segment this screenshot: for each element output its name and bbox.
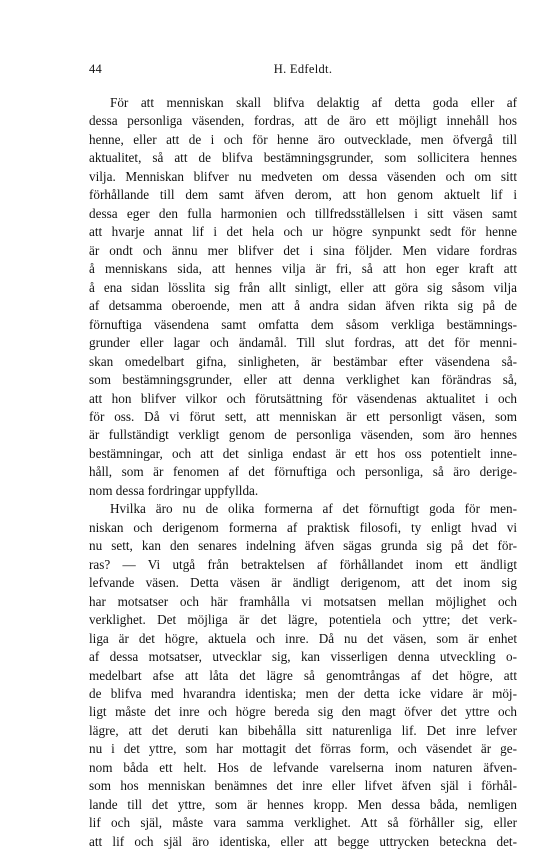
text-line: nom båda ett helt. Hos de lefvande varelserna inom naturen äfven- bbox=[89, 759, 517, 775]
text-line: att hon blifver vilkor och förutsättning för väsendenas aktualitet i och bbox=[89, 390, 517, 406]
text-line: är fullständigt verkligt genom de personliga väsenden, som äro hennes bbox=[89, 427, 517, 443]
text-line: lande till det yttre, som är hennes kropp. Men dessa båda, nemligen bbox=[89, 796, 517, 812]
text-line: förnuftiga väsendena samt omfatta dem såsom verkliga bestämnings- bbox=[89, 316, 517, 332]
running-title: H. Edfeldt. bbox=[273, 62, 333, 76]
text-line: å menniskans sida, att hennes vilja är fri, så att hon eger kraft att bbox=[89, 261, 517, 277]
text-line: förhållande till dem samt äfven derom, att hon genom aktuelt lif i bbox=[89, 187, 517, 203]
text-line: För att menniskan skall blifva delaktig af detta goda eller af bbox=[110, 95, 517, 110]
text-line: ras? — Vi utgå från betraktelsen af förhållandet inom ett ändligt bbox=[89, 556, 517, 572]
text-line: aktualitet, så att de blifva bestämningsgrunder, som sollicitera hennes bbox=[89, 150, 517, 166]
text-line: bestämningar, och att det sinliga endast är ett hos oss potentielt inne- bbox=[89, 445, 517, 461]
text-line: håll, som är fenomen af det förnuftiga och personliga, så äro derige- bbox=[89, 464, 517, 480]
text-line: som bestämningsgrunder, eller att denna verklighet kan förändras så, bbox=[89, 372, 517, 388]
text-line: för oss. Då vi förut sett, att menniskan är ett personligt väsen, som bbox=[89, 408, 517, 424]
text-line: nu i det yttre, som har mottagit det förras form, och väsendet är ge- bbox=[89, 741, 517, 757]
text-line: lägre, att det deruti kan bibehålla sitt naturenliga lif. Det inre lefver bbox=[89, 722, 517, 738]
text-line: grunder eller lagar och ändamål. Till slut fordras, att det för menni- bbox=[89, 335, 517, 351]
text-line: verklighet. Det möjliga är det lägre, potentiela och yttre; det verk- bbox=[89, 612, 517, 628]
text-line: att lif och själ äro identiska, eller att begge uttrycken beteckna det- bbox=[89, 833, 517, 849]
text-line: medelbart afse att låta det lägre så genomtrångas af det högre, att bbox=[89, 667, 517, 683]
text-line: skan omedelbart gifna, sinligheten, är bestämbar efter väsendena så- bbox=[89, 353, 517, 369]
text-line: lefvande väsen. Detta väsen är ändligt derigenom, att det inom sig bbox=[89, 575, 517, 591]
text-line: vilja. Menniskan blifver nu medveten om dessa väsenden och om sitt bbox=[89, 168, 517, 184]
running-head bbox=[89, 62, 517, 80]
text-line: niskan och derigenom formerna af praktisk filosofi, ty enligt hvad vi bbox=[89, 519, 517, 535]
text-line: å ena sidan lösslita sig från allt sinligt, eller att göra sig såsom vilja bbox=[89, 279, 517, 295]
text-line: att hvarje annat lif i det hela och ur högre synpunkt sedt för henne bbox=[89, 224, 517, 240]
text-line: af detsamma oberoende, men att å andra sidan äfven rikta sig på de bbox=[89, 298, 517, 314]
text-line: henne, eller att de i och för henne äro outvecklade, men öfvergå till bbox=[89, 131, 517, 147]
text-line: dessa personliga väsenden, fordras, att de äro ett möjligt innehåll hos bbox=[89, 113, 517, 129]
text-line: som hos menniskan benämnes det inre eller lifvet äfven själ i förhål- bbox=[89, 778, 517, 794]
text-line: har motsatser och här framhålla vi motsatsen mellan möjlighet och bbox=[89, 593, 517, 609]
text-line: af dessa motsatser, utvecklar sig, kan visserligen denna utveckling o- bbox=[89, 649, 517, 665]
text-line: liga är det högre, aktuela och inre. Då nu det väsen, som är enhet bbox=[89, 630, 517, 646]
body-text bbox=[89, 94, 517, 851]
text-line: lif och själ, måste vara samma verklighet. Att så förhåller sig, eller bbox=[89, 815, 517, 831]
text-line: är ondt och ännu mer blifver det i sina följder. Men vidare fordras bbox=[89, 242, 517, 258]
text-line: de blifva med hvarandra identiska; men der detta icke vidare är möj- bbox=[89, 686, 517, 701]
text-line: nom dessa fordringar uppfyllda. bbox=[89, 482, 259, 498]
text-line: ligt måste det inre och högre bereda sig den magt öfver det yttre och bbox=[89, 704, 517, 720]
text-line: Hvilka äro nu de olika formerna af det förnuftigt goda för men- bbox=[110, 501, 517, 517]
text-line: nu sett, kan den senares indelning äfven sägas grunda sig på det för- bbox=[89, 538, 517, 554]
page-number: 44 bbox=[89, 62, 103, 76]
text-line: dessa eger den fulla harmonien och tillfredsställelsen i sitt väsen samt bbox=[89, 205, 517, 221]
